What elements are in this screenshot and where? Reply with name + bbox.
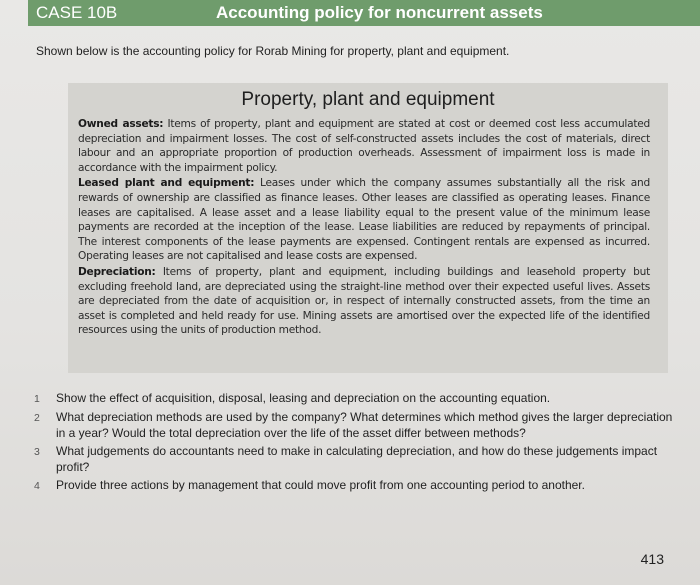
case-label: CASE 10B [36, 3, 118, 22]
page-number: 413 [640, 551, 664, 567]
policy-section-depreciation [78, 265, 650, 338]
policy-title: Property, plant and equipment [241, 89, 495, 110]
question-number: 4 [34, 480, 40, 492]
policy-section-heading: Owned assets: [78, 118, 164, 130]
policy-section-text: Items of property, plant and equipment, including buildings and leasehold property but excluding freehold land, are depreciated using the straight-line method over their expected useful lives. Assets are depreciated from the date of acquisition or, in respect of internally constructed assets, from the time an asset is completed and held ready for use. Mining assets are amortised over the expected life of the identified resources using the units of production method. [78, 265, 650, 337]
policy-section-heading: Leased plant and equipment: [78, 177, 255, 190]
question-list [34, 390, 674, 496]
policy-section-text: Leases under which the company assumes substantially all the risk and rewards of ownership are classified as finance leases. Other leases are classified as operating leases. Finance leases are capitalised. A lease asset and a lease liability equal to the present value of the minimum lease payments are recorded at the inception of the lease. Lease liabilities are reduced by repayments of principal. The interest components of the lease payments are expensed. Contingent rentals are expensed as incurred. Operating leases are not capitalised and lease costs are expensed. [78, 177, 650, 263]
question-number: 2 [34, 412, 40, 424]
question-text: Show the effect of acquisition, disposal, leasing and depreciation on the accounting equation. [56, 391, 551, 405]
policy-section-leased [78, 176, 650, 264]
question-text: Provide three actions by management that could move profit from one accounting period to another. [56, 478, 585, 492]
question-number: 1 [34, 393, 40, 405]
question-text: What depreciation methods are used by the company? What determines which method gives the larger depreciation in a year? Would the total depreciation over the life of the asset differ between methods? [56, 410, 673, 440]
intro-text: Shown below is the accounting policy for Rorab Mining for property, plant and equipment. [36, 44, 510, 58]
case-title: Accounting policy for noncurrent assets [216, 3, 543, 22]
policy-section-heading: Depreciation: [78, 265, 156, 278]
question-item [34, 390, 674, 407]
case-header-bar [28, 0, 700, 26]
question-text: What judgements do accountants need to make in calculating depreciation, and how do these judgements impact profit? [56, 444, 658, 474]
question-item [34, 409, 674, 441]
question-item [34, 443, 674, 475]
question-item [34, 477, 674, 494]
policy-box [68, 83, 668, 373]
policy-section-text: Items of property, plant and equipment are stated at cost or deemed cost less accumulated depreciation and impairment losses. The cost of self-constructed assets includes the cost of materials, direct labour and an appropriate proportion of production overheads. Assessment of impairment loss is made in accordance with the impairment policy. [78, 118, 650, 174]
question-number: 3 [34, 446, 40, 458]
policy-body [78, 117, 650, 338]
policy-section-owned-assets [78, 117, 650, 175]
